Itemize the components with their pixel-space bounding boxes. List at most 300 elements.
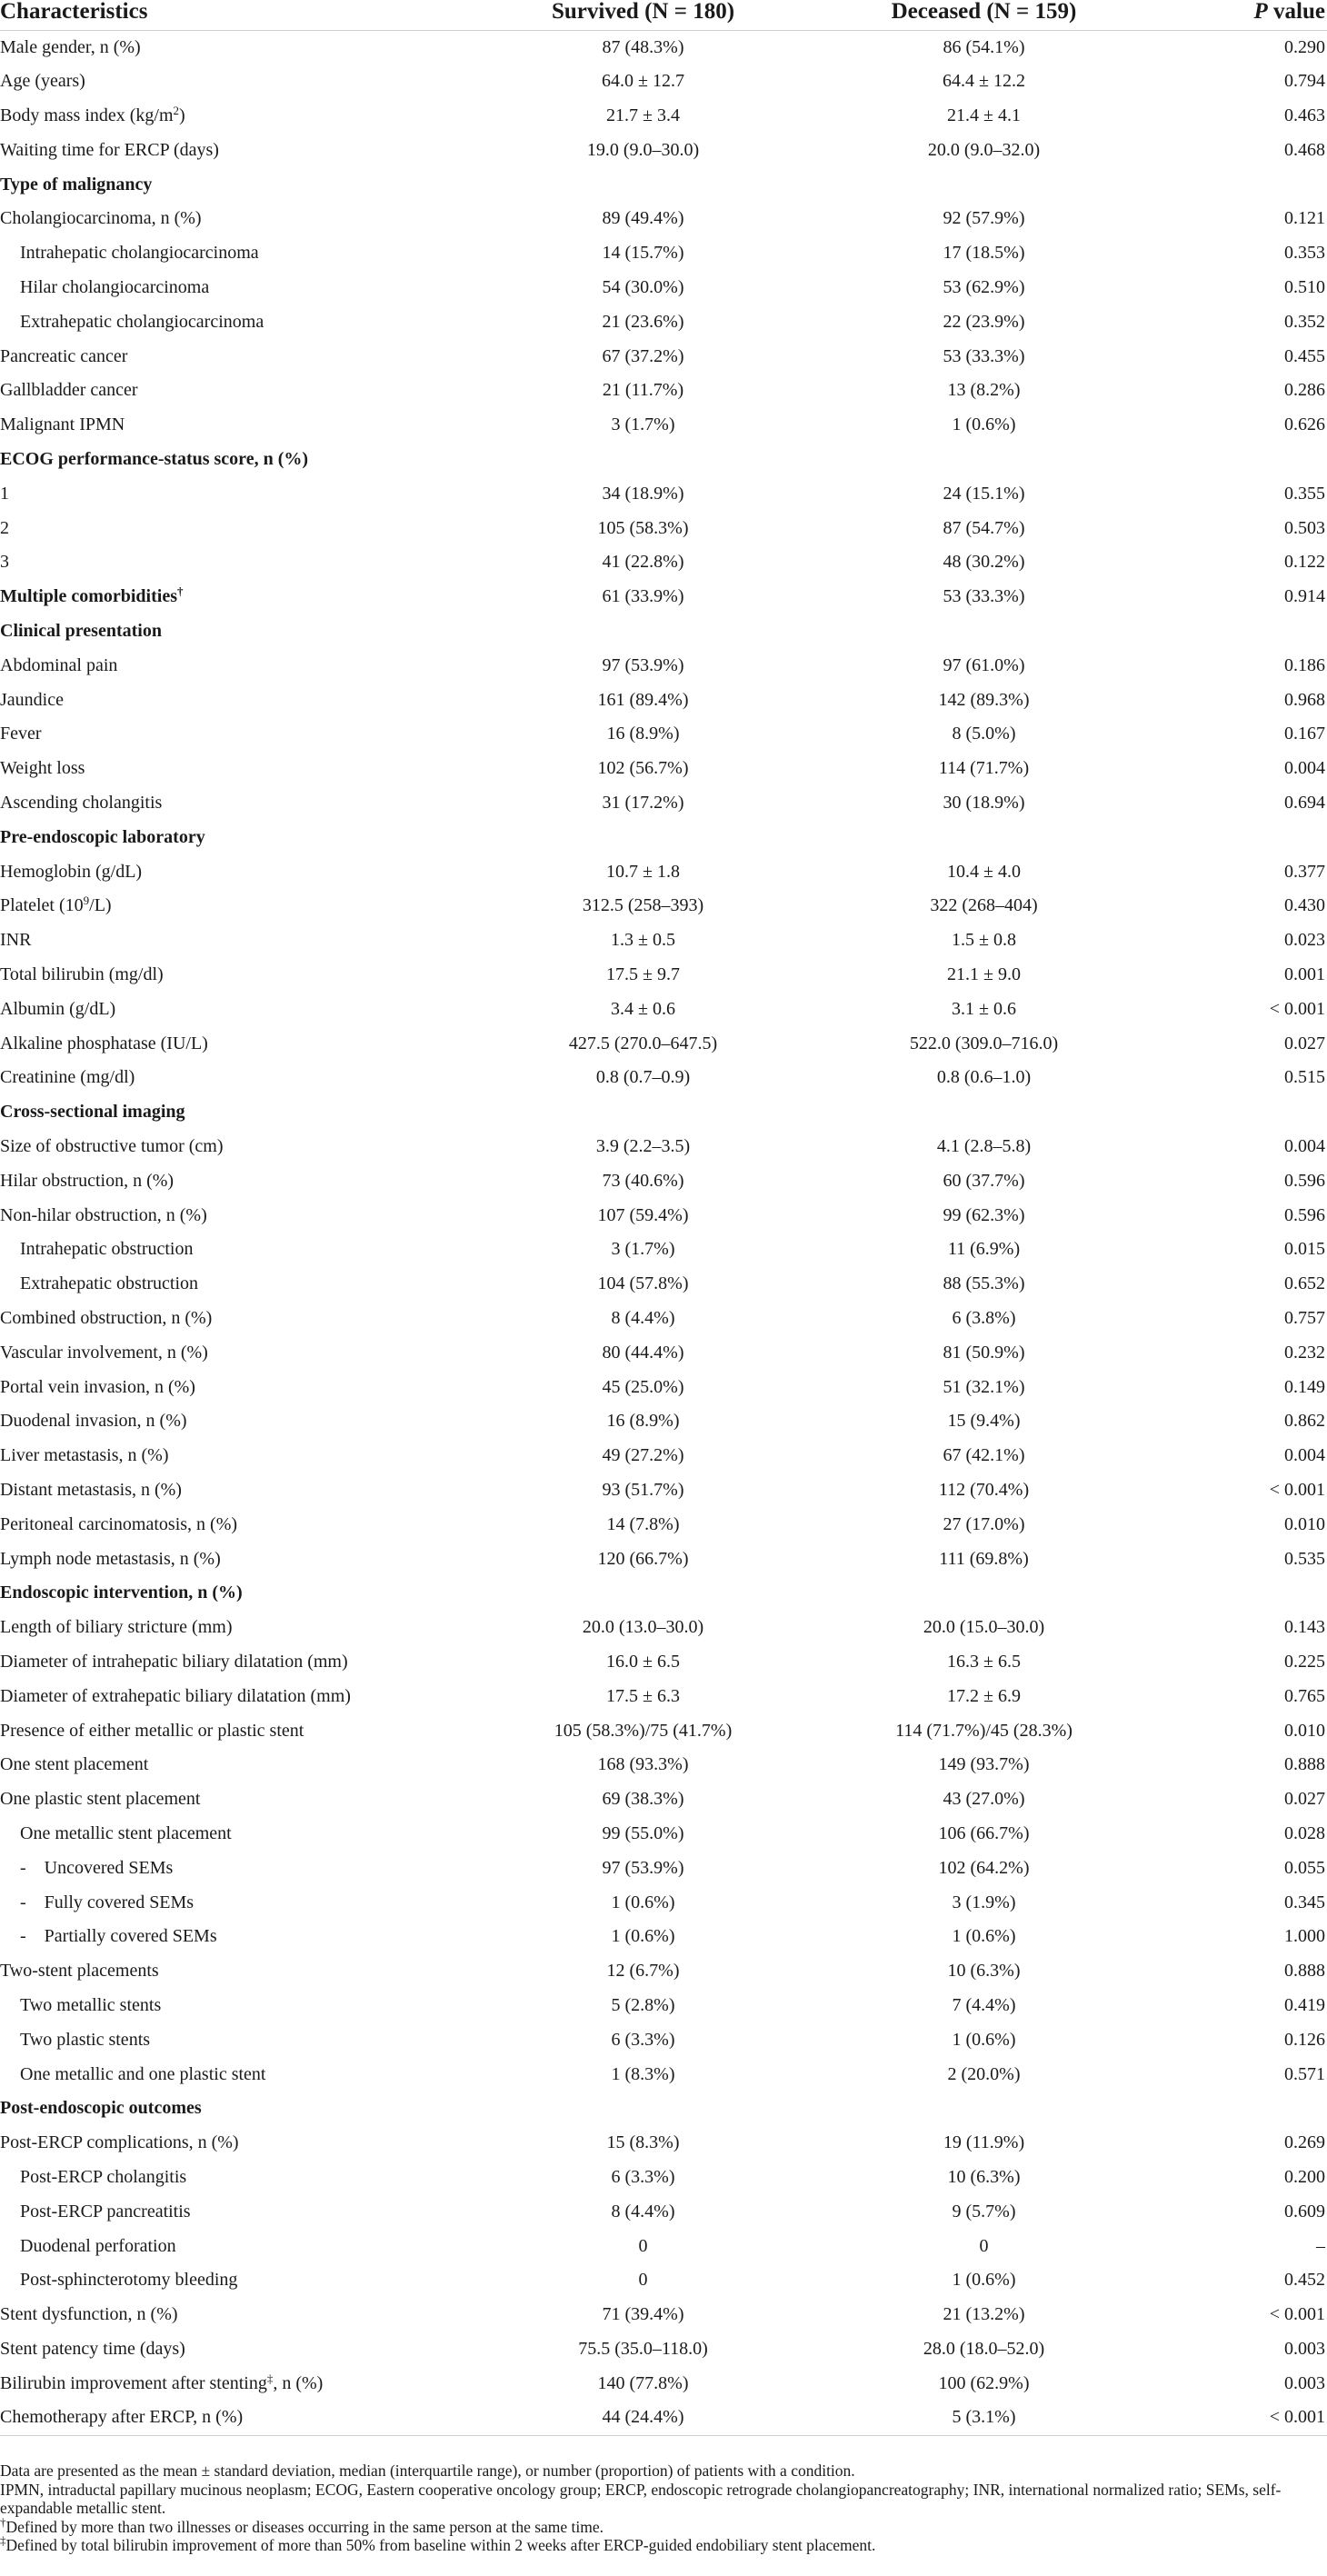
survived-value: 0.8 (0.7–0.9): [595, 1067, 691, 1088]
survived-value: 3.9 (2.2–3.5): [595, 1136, 691, 1156]
row-label-text: Total bilirubin (mg/dl): [0, 964, 164, 985]
p-value: 0.914: [1284, 586, 1325, 607]
row-label-text: Portal vein invasion, n (%): [0, 1376, 195, 1397]
p-value: 0.355: [1284, 483, 1325, 504]
p-value: 0.290: [1284, 36, 1325, 57]
table-row: [0, 1543, 1327, 1577]
p-value: 0.419: [1284, 1994, 1325, 2015]
survived-value: 3.4 ± 0.6: [611, 998, 675, 1019]
table-row: [0, 1645, 1327, 1680]
row-label-text: Cross-sectional imaging: [0, 1102, 185, 1123]
deceased-value: 22 (23.9%): [943, 311, 1025, 332]
p-value: 0.765: [1284, 1685, 1325, 1706]
survived-value: 89 (49.4%): [602, 208, 684, 229]
row-label-text: Size of obstructive tumor (cm): [0, 1136, 224, 1156]
deceased-value: 114 (71.7%): [938, 758, 1030, 779]
deceased-value: 60 (37.7%): [943, 1170, 1025, 1191]
row-label: [0, 202, 473, 236]
row-label-text: 1: [0, 483, 9, 504]
row-label-text: - Partially covered SEMs: [20, 1926, 217, 1947]
table-row: [0, 649, 1327, 684]
survived-value: 64.0 ± 12.7: [602, 71, 684, 92]
survived-value: 14 (15.7%): [602, 243, 684, 264]
table-row: [0, 2058, 1327, 2092]
survived-value: 8 (4.4%): [611, 2201, 675, 2222]
row-label: [0, 1404, 473, 1439]
table-section-row: [0, 443, 1327, 477]
row-label: [0, 1233, 473, 1267]
p-value: 0.027: [1284, 1789, 1325, 1810]
p-value: 0.626: [1284, 414, 1325, 435]
row-label-text: Cholangiocarcinoma, n (%): [0, 208, 202, 229]
deceased-value: 142 (89.3%): [938, 689, 1030, 710]
table-row: [0, 717, 1327, 752]
p-value: –: [1316, 2235, 1325, 2256]
deceased-value: 1 (0.6%): [952, 1926, 1016, 1947]
p-value: 0.225: [1284, 1651, 1325, 1672]
footnote-dagger: [0, 2514, 1327, 2537]
section-heading: [0, 443, 473, 477]
row-label-text: Endoscopic intervention, n (%): [0, 1583, 243, 1603]
deceased-value: 5 (3.1%): [813, 2401, 1154, 2435]
row-label-text: Post-sphincterotomy bleeding: [20, 2270, 238, 2291]
row-label-text: Hemoglobin (g/dL): [0, 861, 143, 882]
row-label-text: Stent patency time (days): [0, 2338, 185, 2359]
table-row: [0, 2195, 1327, 2230]
deceased-value: 53 (33.3%): [943, 586, 1025, 607]
p-value: 0.004: [1284, 1445, 1325, 1466]
p-value: [1154, 168, 1327, 203]
row-label-text: Presence of either metallic or plastic stent: [0, 1720, 304, 1741]
row-label: [0, 1817, 473, 1852]
table-row: [0, 2126, 1327, 2161]
table-row: [0, 1061, 1327, 1095]
row-label: [0, 1061, 473, 1095]
row-label-text: Two plastic stents: [20, 2029, 151, 2050]
survived-value: 69 (38.3%): [602, 1789, 684, 1810]
survived-value: 99 (55.0%): [602, 1822, 684, 1843]
row-label-text: Abdominal pain: [0, 654, 118, 675]
table-row: [0, 65, 1327, 99]
table-row: [0, 408, 1327, 443]
deceased-value: 0: [979, 2235, 989, 2256]
p-value: [1154, 821, 1327, 855]
header-deceased: Deceased (N = 159): [813, 0, 1154, 30]
deceased-value: 6 (3.8%): [952, 1307, 1016, 1328]
deceased-value: 48 (30.2%): [943, 552, 1025, 573]
row-label: [0, 752, 473, 786]
table-row: [0, 202, 1327, 236]
survived-value: 104 (57.8%): [597, 1273, 689, 1294]
section-heading: [0, 1576, 473, 1611]
deceased-value: [813, 1095, 1154, 1130]
row-label-text: Extrahepatic cholangiocarcinoma: [20, 311, 264, 332]
deceased-value: 43 (27.0%): [943, 1789, 1025, 1810]
table-row: [0, 855, 1327, 890]
row-label: [0, 717, 473, 752]
deceased-value: 87 (54.7%): [943, 517, 1025, 538]
row-label-superscript: 9: [83, 894, 90, 908]
p-value: 0.571: [1284, 2063, 1325, 2084]
p-value: 0.430: [1284, 895, 1325, 916]
table-row: [0, 2230, 1327, 2264]
survived-value: [473, 614, 813, 649]
row-label: [0, 1508, 473, 1543]
row-label: [0, 1714, 473, 1749]
p-value: 0.888: [1284, 1754, 1325, 1775]
deceased-value: 149 (93.7%): [938, 1754, 1030, 1775]
p-value: [1154, 443, 1327, 477]
p-value: 0.652: [1284, 1273, 1325, 1294]
row-label-text: Diameter of extrahepatic biliary dilatation (mm): [0, 1685, 351, 1706]
deceased-value: [813, 443, 1154, 477]
survived-value: 15 (8.3%): [606, 2132, 680, 2153]
table-row: [0, 1233, 1327, 1267]
survived-value: 73 (40.6%): [602, 1170, 684, 1191]
table-header-row: [0, 0, 1327, 30]
row-label-text: Stent dysfunction, n (%): [0, 2304, 178, 2325]
survived-value: 45 (25.0%): [602, 1376, 684, 1397]
table-row: [0, 1782, 1327, 1817]
double-dagger-mark: ‡: [0, 2533, 6, 2548]
row-label-text: Chemotherapy after ERCP, n (%): [0, 2407, 244, 2428]
row-label-text: ECOG performance-status score, n (%): [0, 449, 309, 470]
table-row: [0, 512, 1327, 546]
row-label: [0, 649, 473, 684]
row-label-text: Body mass index (kg/m: [0, 105, 174, 126]
survived-value: 21 (23.6%): [602, 311, 684, 332]
survived-value: 1 (0.6%): [611, 1892, 675, 1912]
p-value: 0.126: [1284, 2029, 1325, 2050]
row-label: [0, 134, 473, 168]
table-row: [0, 1989, 1327, 2023]
row-label: [0, 1748, 473, 1782]
deceased-value: [813, 2092, 1154, 2126]
row-label: [0, 1852, 473, 1886]
p-value: 0.003: [1284, 2338, 1325, 2359]
deceased-value: [813, 614, 1154, 649]
survived-value: 102 (56.7%): [597, 758, 689, 779]
row-label-text: Non-hilar obstruction, n (%): [0, 1204, 207, 1225]
row-label: [0, 271, 473, 305]
deceased-value: 81 (50.9%): [943, 1342, 1025, 1363]
p-value: 0.010: [1284, 1720, 1325, 1741]
table-row: [0, 1164, 1327, 1199]
table-row: [0, 1680, 1327, 1714]
header-characteristics: Characteristics: [0, 0, 473, 30]
table-row: [0, 477, 1327, 512]
row-label: [0, 1302, 473, 1336]
row-label-text: Intrahepatic obstruction: [20, 1239, 194, 1260]
deceased-value: 3.1 ± 0.6: [952, 998, 1016, 1019]
deceased-value: 11 (6.9%): [947, 1239, 1021, 1260]
row-label: [0, 1199, 473, 1233]
p-value: 0.596: [1284, 1170, 1325, 1191]
deceased-value: 17.2 ± 6.9: [947, 1685, 1021, 1706]
deceased-value: 2 (20.0%): [947, 2063, 1021, 2084]
table-row: [0, 752, 1327, 786]
p-value: 0.121: [1284, 208, 1325, 229]
deceased-value: 7 (4.4%): [952, 1994, 1016, 2015]
survived-value: [473, 1576, 813, 1611]
survived-value: 44 (24.4%): [473, 2401, 813, 2435]
deceased-value: 10 (6.3%): [947, 1961, 1021, 1982]
table-row: [0, 1748, 1327, 1782]
p-value: 0.286: [1284, 380, 1325, 401]
row-label-text: Two-stent placements: [0, 1961, 159, 1982]
survived-value: [473, 821, 813, 855]
survived-value: 19.0 (9.0–30.0): [586, 139, 700, 160]
survived-value: 21.7 ± 3.4: [606, 105, 680, 126]
table-row: [0, 30, 1327, 65]
survived-value: 312.5 (258–393): [582, 895, 704, 916]
row-label: [0, 1954, 473, 1989]
survived-value: 161 (89.4%): [597, 689, 689, 710]
table-row: [0, 2161, 1327, 2195]
row-label-text: Post-ERCP complications, n (%): [0, 2132, 239, 2153]
p-value: 0.452: [1284, 2270, 1325, 2291]
row-label: [0, 924, 473, 958]
row-label: [0, 236, 473, 271]
deceased-value: 86 (54.1%): [943, 36, 1025, 57]
p-value: 0.003: [1284, 2372, 1325, 2393]
table-section-row: [0, 614, 1327, 649]
row-label-text: Gallbladder cancer: [0, 380, 138, 401]
survived-value: 168 (93.3%): [597, 1754, 689, 1775]
survived-value: 1 (0.6%): [611, 1926, 675, 1947]
row-label: [0, 993, 473, 1027]
table-row: [0, 993, 1327, 1027]
row-label: [0, 1886, 473, 1921]
deceased-value: 20.0 (15.0–30.0): [923, 1617, 1045, 1638]
table-row: [0, 1852, 1327, 1886]
table-row: [0, 2298, 1327, 2332]
row-label-text: INR: [0, 930, 32, 951]
deceased-value: [813, 821, 1154, 855]
deceased-value: 102 (64.2%): [938, 1857, 1030, 1878]
section-heading: [0, 2092, 473, 2126]
row-label: [0, 786, 473, 821]
row-label-suffix: , n (%): [273, 2372, 324, 2393]
deceased-value: 4.1 (2.8–5.8): [936, 1136, 1032, 1156]
row-label-suffix: ): [179, 105, 185, 126]
survived-value: [473, 168, 813, 203]
row-label: [0, 1989, 473, 2023]
row-label-text: One metallic and one plastic stent: [20, 2063, 266, 2084]
table-row: [0, 1027, 1327, 1062]
section-heading: [0, 821, 473, 855]
p-value: < 0.001: [1269, 2304, 1325, 2325]
row-label-text: Albumin (g/dL): [0, 998, 116, 1019]
row-label-text: Diameter of intrahepatic biliary dilatation (mm): [0, 1651, 348, 1672]
p-value: 0.167: [1284, 724, 1325, 744]
row-label-text: Combined obstruction, n (%): [0, 1307, 213, 1328]
deceased-value: 10.4 ± 4.0: [947, 861, 1021, 882]
p-value: 0.535: [1284, 1548, 1325, 1569]
header-p-rest: value: [1267, 0, 1325, 24]
table-row: [0, 1130, 1327, 1164]
survived-value: 105 (58.3%)/75 (41.7%): [554, 1720, 733, 1741]
row-label: [0, 2230, 473, 2264]
section-heading: [0, 168, 473, 203]
table-row: [0, 1817, 1327, 1852]
deceased-value: 114 (71.7%)/45 (28.3%): [895, 1720, 1073, 1741]
table-row: [0, 99, 1327, 134]
row-label: [0, 2367, 473, 2401]
survived-value: 97 (53.9%): [602, 654, 684, 675]
survived-value: 41 (22.8%): [602, 552, 684, 573]
deceased-value: 1.5 ± 0.8: [952, 930, 1016, 951]
table-row: [0, 958, 1327, 993]
survived-value: 1 (8.3%): [611, 2063, 675, 2084]
p-value: 0.186: [1284, 654, 1325, 675]
p-value: 0.694: [1284, 793, 1325, 814]
deceased-value: 1 (0.6%): [952, 2029, 1016, 2050]
deceased-value: 10 (6.3%): [947, 2166, 1021, 2187]
row-label: [0, 1680, 473, 1714]
footnote-abbreviations: IPMN, intraductal papillary mucinous neoplasm; ECOG, Eastern cooperative oncology group; ERCP, endoscopic retrograde cholangiopancreatography; INR, international normalized ratio; SEMs, self-expandable metallic stent.: [0, 2480, 1282, 2518]
row-label-text: Post-ERCP cholangitis: [20, 2166, 187, 2187]
survived-value: 107 (59.4%): [597, 1204, 689, 1225]
row-label: [0, 2126, 473, 2161]
table-row: [0, 1954, 1327, 1989]
footnote-double-dagger: [0, 2533, 1327, 2555]
p-value: 0.609: [1284, 2201, 1325, 2222]
survived-value: 3 (1.7%): [611, 1239, 675, 1260]
p-value: < 0.001: [1154, 2401, 1327, 2435]
row-label-text: Weight loss: [0, 758, 85, 779]
p-value: 0.023: [1284, 930, 1325, 951]
deceased-value: 0.8 (0.6–1.0): [936, 1067, 1032, 1088]
row-label: [0, 2058, 473, 2092]
table-row: [0, 545, 1327, 580]
p-value: [1154, 1095, 1327, 1130]
deceased-value: 53 (33.3%): [943, 345, 1025, 366]
survived-value: 61 (33.9%): [602, 586, 684, 607]
table-section-row: [0, 1576, 1327, 1611]
row-label: [0, 580, 473, 614]
row-label-text: Multiple comorbidities: [0, 586, 177, 607]
survived-value: 140 (77.8%): [597, 2372, 689, 2393]
table-section-row: [0, 168, 1327, 203]
p-value: [1154, 1576, 1327, 1611]
row-label: [0, 1371, 473, 1405]
survived-value: 427.5 (270.0–647.5): [568, 1033, 718, 1053]
p-value: 0.862: [1284, 1411, 1325, 1432]
deceased-value: 27 (17.0%): [943, 1513, 1025, 1534]
deceased-value: [813, 168, 1154, 203]
deceased-value: 522.0 (309.0–716.0): [909, 1033, 1059, 1053]
row-label: [0, 408, 473, 443]
survived-value: 14 (7.8%): [606, 1513, 680, 1534]
survived-value: 16 (8.9%): [606, 724, 680, 744]
survived-value: 87 (48.3%): [602, 36, 684, 57]
deceased-value: [813, 1576, 1154, 1611]
row-label-text: Jaundice: [0, 689, 64, 710]
p-value: 0.149: [1284, 1376, 1325, 1397]
dagger-mark: †: [0, 2514, 6, 2529]
row-label-text: Lymph node metastasis, n (%): [0, 1548, 221, 1569]
deceased-value: 111 (69.8%): [939, 1548, 1029, 1569]
row-label: [0, 1543, 473, 1577]
row-label: [0, 477, 473, 512]
deceased-value: 92 (57.9%): [943, 208, 1025, 229]
row-label: [0, 2298, 473, 2332]
row-label-text: Waiting time for ERCP (days): [0, 139, 219, 160]
table-row: [0, 236, 1327, 271]
table-row: [0, 1473, 1327, 1508]
header-p-value: [1154, 0, 1327, 30]
row-label: [0, 1336, 473, 1371]
survived-value: 71 (39.4%): [602, 2304, 684, 2325]
deceased-value: 51 (32.1%): [943, 1376, 1025, 1397]
section-heading: [0, 1095, 473, 1130]
p-value: 0.503: [1284, 517, 1325, 538]
row-label-text: Intrahepatic cholangiocarcinoma: [20, 243, 259, 264]
row-label-text: Duodenal perforation: [20, 2235, 176, 2256]
survived-value: 67 (37.2%): [602, 345, 684, 366]
table-row: [0, 1336, 1327, 1371]
survived-value: 17.5 ± 9.7: [606, 964, 680, 985]
deceased-value: 67 (42.1%): [943, 1445, 1025, 1466]
row-label: [0, 65, 473, 99]
p-value: 0.122: [1284, 552, 1325, 573]
deceased-value: 112 (70.4%): [938, 1479, 1030, 1500]
survived-value: 16 (8.9%): [606, 1411, 680, 1432]
deceased-value: 1 (0.6%): [952, 2270, 1016, 2291]
table-row: [0, 1508, 1327, 1543]
p-value: 0.055: [1284, 1857, 1325, 1878]
row-label: [0, 1645, 473, 1680]
p-value: 1.000: [1284, 1926, 1325, 1947]
table-row: [0, 1886, 1327, 1921]
row-label: [0, 99, 473, 134]
deceased-value: 21.4 ± 4.1: [947, 105, 1021, 126]
table-section-row: [0, 2092, 1327, 2126]
row-label-text: Two metallic stents: [20, 1994, 162, 2015]
deceased-value: 322 (268–404): [930, 895, 1038, 916]
survived-value: 54 (30.0%): [602, 277, 684, 298]
deceased-value: 8 (5.0%): [952, 724, 1016, 744]
row-label: [0, 2023, 473, 2058]
table-row: [0, 340, 1327, 374]
p-value: 0.010: [1284, 1513, 1325, 1534]
survived-value: 16.0 ± 6.5: [606, 1651, 680, 1672]
deceased-value: 15 (9.4%): [947, 1411, 1021, 1432]
deceased-value: 9 (5.7%): [952, 2201, 1016, 2222]
row-label-text: Alkaline phosphatase (IU/L): [0, 1033, 208, 1053]
row-label-text: Post-endoscopic outcomes: [0, 2098, 202, 2119]
row-label-text: One stent placement: [0, 1754, 149, 1775]
deceased-value: 21.1 ± 9.0: [947, 964, 1021, 985]
row-label: [0, 1439, 473, 1473]
table-row: [0, 889, 1327, 924]
row-label-superscript: †: [176, 584, 184, 599]
table-row: [0, 1302, 1327, 1336]
table-row: [0, 271, 1327, 305]
deceased-value: 20.0 (9.0–32.0): [927, 139, 1041, 160]
p-value: 0.004: [1284, 758, 1325, 779]
p-value: 0.510: [1284, 277, 1325, 298]
table-row: [0, 684, 1327, 718]
survived-value: 3 (1.7%): [611, 414, 675, 435]
row-label-text: Distant metastasis, n (%): [0, 1479, 182, 1500]
row-label-text: Male gender, n (%): [0, 36, 141, 57]
deceased-value: 64.4 ± 12.2: [943, 71, 1025, 92]
row-label: [0, 545, 473, 580]
row-label: [0, 1473, 473, 1508]
table-row: [0, 2263, 1327, 2298]
